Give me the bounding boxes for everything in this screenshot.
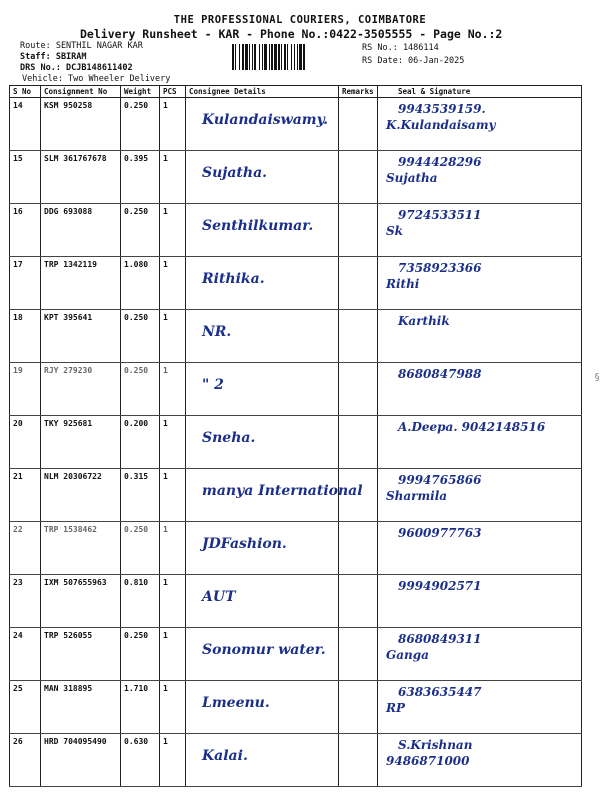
row-remarks xyxy=(339,257,378,310)
row-consignee-details: NR. xyxy=(186,310,339,363)
header-sno: S No xyxy=(10,86,41,98)
row-sno: 17 xyxy=(10,257,41,310)
row-sno: 25 xyxy=(10,681,41,734)
row-sno: 21 xyxy=(10,469,41,522)
row-remarks xyxy=(339,310,378,363)
row-consignee-details: Rithika. xyxy=(186,257,339,310)
row-remarks xyxy=(339,734,378,787)
runsheet-subtitle: Delivery Runsheet - KAR - Phone No.:0422-3505555 - Page No.:2 xyxy=(80,27,503,41)
row-consignee-details: JDFashion. xyxy=(186,522,339,575)
row-consignee-details: Sonomur water. xyxy=(186,628,339,681)
row-remarks xyxy=(339,363,378,416)
signature-phone: A.Deepa. 9042148516 xyxy=(398,420,546,434)
row-pcs: 1 xyxy=(160,98,186,151)
row-pcs: 1 xyxy=(160,469,186,522)
row-consignee-details: " 2 xyxy=(186,363,339,416)
row-weight: 0.250 xyxy=(121,204,160,257)
signature-name: Ganga xyxy=(386,648,429,662)
row-weight: 0.315 xyxy=(121,469,160,522)
row-sno: 19 xyxy=(10,363,41,416)
signature-name: 9486871000 xyxy=(386,754,470,768)
table-row xyxy=(10,681,582,734)
row-sno: 16 xyxy=(10,204,41,257)
row-consignment-no: HRD 704095490 xyxy=(41,734,121,787)
company-title: THE PROFESSIONAL COURIERS, COIMBATORE xyxy=(173,14,427,26)
row-seal-signature xyxy=(378,204,582,257)
table-row xyxy=(10,204,582,257)
row-consignee-details: Lmeenu. xyxy=(186,681,339,734)
row-consignment-no: MAN 318895 xyxy=(41,681,121,734)
row-weight: 0.250 xyxy=(121,522,160,575)
row-seal-signature xyxy=(378,469,582,522)
barcode-image xyxy=(232,44,356,70)
table-row xyxy=(10,416,582,469)
row-sno: 14 xyxy=(10,98,41,151)
row-consignment-no: SLM 361767678 xyxy=(41,151,121,204)
signature-name: Sk xyxy=(386,224,403,238)
row-consignment-no: KSM 950258 xyxy=(41,98,121,151)
row-seal-signature xyxy=(378,575,582,628)
signature-phone: 7358923366 xyxy=(398,261,482,275)
row-pcs: 1 xyxy=(160,257,186,310)
row-remarks xyxy=(339,416,378,469)
row-weight: 1.710 xyxy=(121,681,160,734)
header-remarks: Remarks xyxy=(339,86,378,98)
row-seal-signature xyxy=(378,416,582,469)
row-pcs: 1 xyxy=(160,575,186,628)
row-pcs: 1 xyxy=(160,681,186,734)
row-pcs: 1 xyxy=(160,363,186,416)
table-row xyxy=(10,469,582,522)
table-row xyxy=(10,628,582,681)
row-consignment-no: TRP 1538462 xyxy=(41,522,121,575)
row-seal-signature xyxy=(378,257,582,310)
row-consignment-no: NLM 20306722 xyxy=(41,469,121,522)
row-pcs: 1 xyxy=(160,734,186,787)
row-weight: 0.250 xyxy=(121,628,160,681)
table-row xyxy=(10,151,582,204)
row-pcs: 1 xyxy=(160,628,186,681)
row-remarks xyxy=(339,522,378,575)
signature-phone: 9724533511 xyxy=(398,208,482,222)
row-consignment-no: RJY 279230 xyxy=(41,363,121,416)
staff-label: Staff: SBIRAM xyxy=(20,52,87,62)
signature-phone: Karthik xyxy=(398,314,450,328)
row-weight: 0.250 xyxy=(121,310,160,363)
row-consignment-no: TKY 925681 xyxy=(41,416,121,469)
header-consignee: Consignee Details xyxy=(186,86,339,98)
row-seal-signature xyxy=(378,681,582,734)
row-remarks xyxy=(339,628,378,681)
signature-name: K.Kulandaisamy xyxy=(386,118,496,132)
table-row xyxy=(10,575,582,628)
row-consignee-details: Sujatha. xyxy=(186,151,339,204)
header-seal: Seal & Signature xyxy=(378,86,582,98)
row-pcs: 1 xyxy=(160,522,186,575)
row-sno: 22 xyxy=(10,522,41,575)
row-consignment-no: KPT 395641 xyxy=(41,310,121,363)
row-sno: 24 xyxy=(10,628,41,681)
row-seal-signature xyxy=(378,628,582,681)
row-seal-signature xyxy=(378,310,582,363)
row-consignee-details: manya International xyxy=(186,469,339,522)
row-remarks xyxy=(339,681,378,734)
table-row xyxy=(10,734,582,787)
row-consignee-details: AUT xyxy=(186,575,339,628)
signature-phone: 9600977763 xyxy=(398,526,482,540)
row-consignment-no: TRP 1342119 xyxy=(41,257,121,310)
row-remarks xyxy=(339,98,378,151)
signature-phone: 8680849311 xyxy=(398,632,482,646)
table-row xyxy=(10,310,582,363)
row-seal-signature xyxy=(378,522,582,575)
signature-phone: 9994902571 xyxy=(398,579,482,593)
rs-number: RS No.: 1486114 xyxy=(362,43,439,53)
runsheet-table xyxy=(9,85,582,787)
row-sno: 18 xyxy=(10,310,41,363)
signature-name: Sharmila xyxy=(386,489,448,503)
row-consignment-no: TRP 526055 xyxy=(41,628,121,681)
table-row xyxy=(10,257,582,310)
table-row xyxy=(10,522,582,575)
row-remarks xyxy=(339,575,378,628)
row-consignee-details: Senthilkumar. xyxy=(186,204,339,257)
row-remarks xyxy=(339,151,378,204)
row-pcs: 1 xyxy=(160,151,186,204)
signature-name: Rithi xyxy=(386,277,420,291)
signature-phone: 9943539159. xyxy=(398,102,486,116)
margin-mark: § xyxy=(594,372,600,383)
row-consignee-details: Kalai. xyxy=(186,734,339,787)
row-weight: 1.080 xyxy=(121,257,160,310)
row-consignment-no: IXM 507655963 xyxy=(41,575,121,628)
table-row xyxy=(10,363,582,416)
row-weight: 0.250 xyxy=(121,363,160,416)
route-label: Route: SENTHIL NAGAR KAR xyxy=(20,41,143,51)
signature-name: Sujatha xyxy=(386,171,438,185)
row-weight: 0.395 xyxy=(121,151,160,204)
row-weight: 0.200 xyxy=(121,416,160,469)
row-seal-signature xyxy=(378,363,582,416)
row-consignee-details: Sneha. xyxy=(186,416,339,469)
row-seal-signature xyxy=(378,98,582,151)
signature-phone: 9944428296 xyxy=(398,155,482,169)
row-consignee-details: Kulandaiswamy. xyxy=(186,98,339,151)
table-row xyxy=(10,98,582,151)
row-remarks xyxy=(339,204,378,257)
rs-date: RS Date: 06-Jan-2025 xyxy=(362,56,465,66)
row-pcs: 1 xyxy=(160,204,186,257)
row-sno: 23 xyxy=(10,575,41,628)
header-pcs: PCS xyxy=(160,86,186,98)
vehicle-label: Vehicle: Two Wheeler Delivery xyxy=(22,74,171,84)
signature-phone: 8680847988 xyxy=(398,367,482,381)
row-sno: 26 xyxy=(10,734,41,787)
row-pcs: 1 xyxy=(160,416,186,469)
signature-phone: 6383635447 xyxy=(398,685,482,699)
table-header-row xyxy=(10,86,582,98)
header-consignment: Consignment No xyxy=(41,86,121,98)
row-seal-signature xyxy=(378,151,582,204)
row-consignment-no: DDG 693088 xyxy=(41,204,121,257)
header-weight: Weight xyxy=(121,86,160,98)
row-weight: 0.810 xyxy=(121,575,160,628)
row-weight: 0.250 xyxy=(121,98,160,151)
drs-label: DRS No.: DCJB148611402 xyxy=(20,63,133,73)
row-seal-signature xyxy=(378,734,582,787)
row-weight: 0.630 xyxy=(121,734,160,787)
signature-phone: S.Krishnan xyxy=(398,738,473,752)
row-sno: 15 xyxy=(10,151,41,204)
row-sno: 20 xyxy=(10,416,41,469)
signature-phone: 9994765866 xyxy=(398,473,482,487)
row-pcs: 1 xyxy=(160,310,186,363)
signature-name: RP xyxy=(386,701,405,715)
